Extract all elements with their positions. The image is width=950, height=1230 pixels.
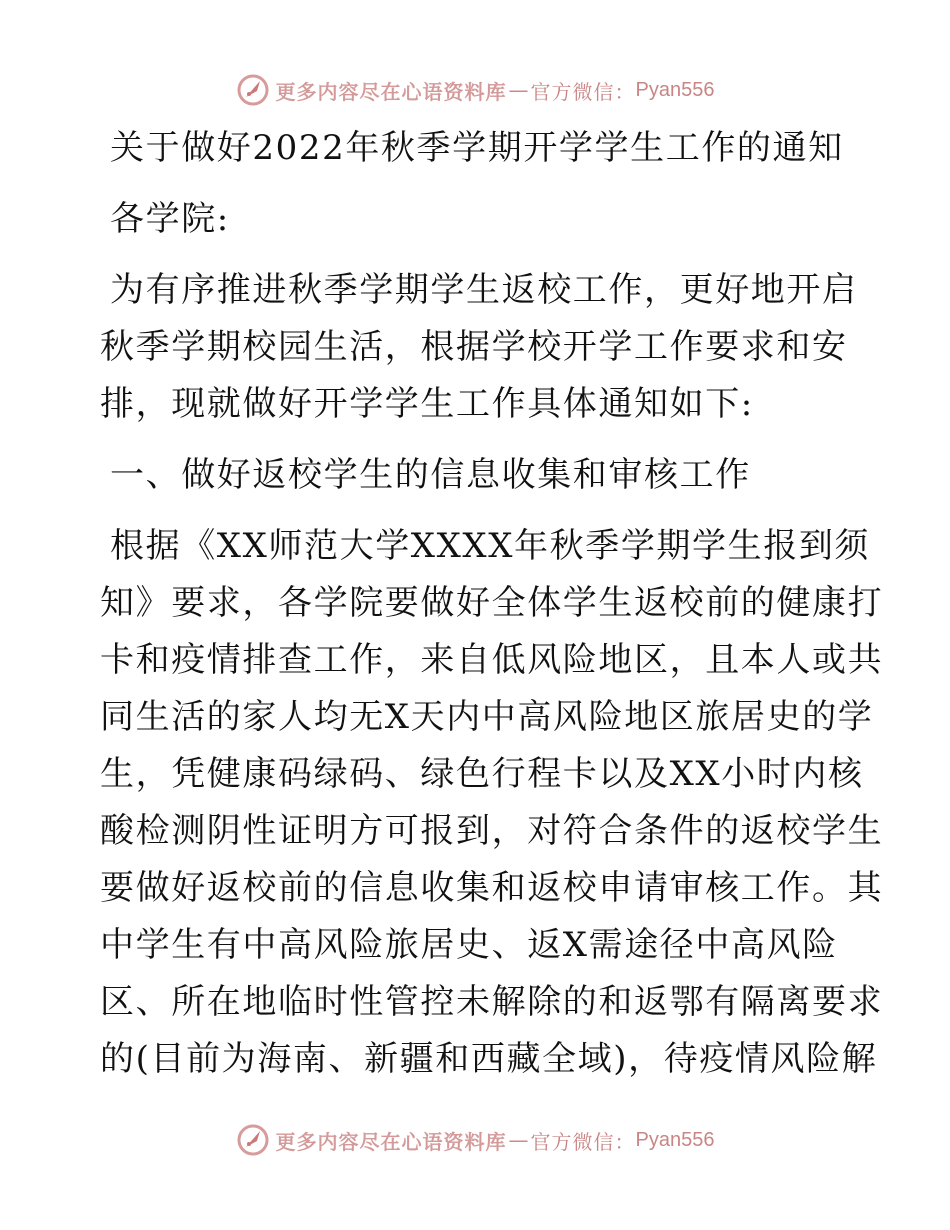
intro-line: 秋季学期校园生活，根据学校开学工作要求和安 bbox=[100, 327, 848, 367]
body-line: 酸检测阴性证明方可报到，对符合条件的返校学生 bbox=[100, 811, 884, 851]
salutation: 各学院: bbox=[110, 199, 230, 239]
body-line: 区、所在地临时性管控未解除的和返鄂有隔离要求 bbox=[100, 982, 884, 1022]
watermark-wechat-id: Pyan556 bbox=[635, 1128, 715, 1151]
body-line: 卡和疫情排查工作，来自低风险地区，且本人或共 bbox=[100, 640, 884, 680]
watermark-wechat-label: 官方微信： bbox=[530, 79, 636, 104]
footer-watermark bbox=[0, 1120, 950, 1160]
body-line: 要做好返校前的信息收集和返校申请审核工作。其 bbox=[100, 868, 884, 908]
document-title: 关于做好2022年秋季学期开学学生工作的通知 bbox=[110, 128, 844, 168]
body-line: 知》要求，各学院要做好全体学生返校前的健康打 bbox=[100, 583, 884, 623]
watermark-separator: — bbox=[508, 1128, 529, 1152]
body-line: 生，凭健康码绿码、绿色行程卡以及XX小时内核 bbox=[100, 754, 864, 794]
section-heading: 一、做好返校学生的信息收集和审核工作 bbox=[110, 455, 751, 495]
body-line: 同生活的家人均无X天内中高风险地区旅居史的学 bbox=[100, 697, 874, 737]
watermark-wechat-label: 官方微信： bbox=[530, 1129, 636, 1154]
intro-line: 为有序推进秋季学期学生返校工作，更好地开启 bbox=[110, 270, 858, 310]
body-line: 的(目前为海南、新疆和西藏全域)，待疫情风险解 bbox=[100, 1039, 878, 1079]
header-watermark bbox=[0, 70, 950, 110]
watermark-separator: — bbox=[508, 78, 529, 102]
watermark-site-text: 更多内容尽在心语资料库 bbox=[275, 1129, 507, 1154]
watermark-site-text: 更多内容尽在心语资料库 bbox=[275, 79, 507, 104]
quill-logo-icon bbox=[236, 1123, 270, 1157]
intro-line: 排，现就做好开学学生工作具体通知如下: bbox=[100, 384, 754, 424]
watermark-wechat-id: Pyan556 bbox=[635, 78, 715, 101]
quill-logo-icon bbox=[236, 73, 270, 107]
body-line: 根据《XX师范大学XXXX年秋季学期学生报到须 bbox=[110, 526, 871, 566]
body-line: 中学生有中高风险旅居史、返X需途径中高风险 bbox=[100, 925, 838, 965]
document-body bbox=[100, 120, 884, 1088]
